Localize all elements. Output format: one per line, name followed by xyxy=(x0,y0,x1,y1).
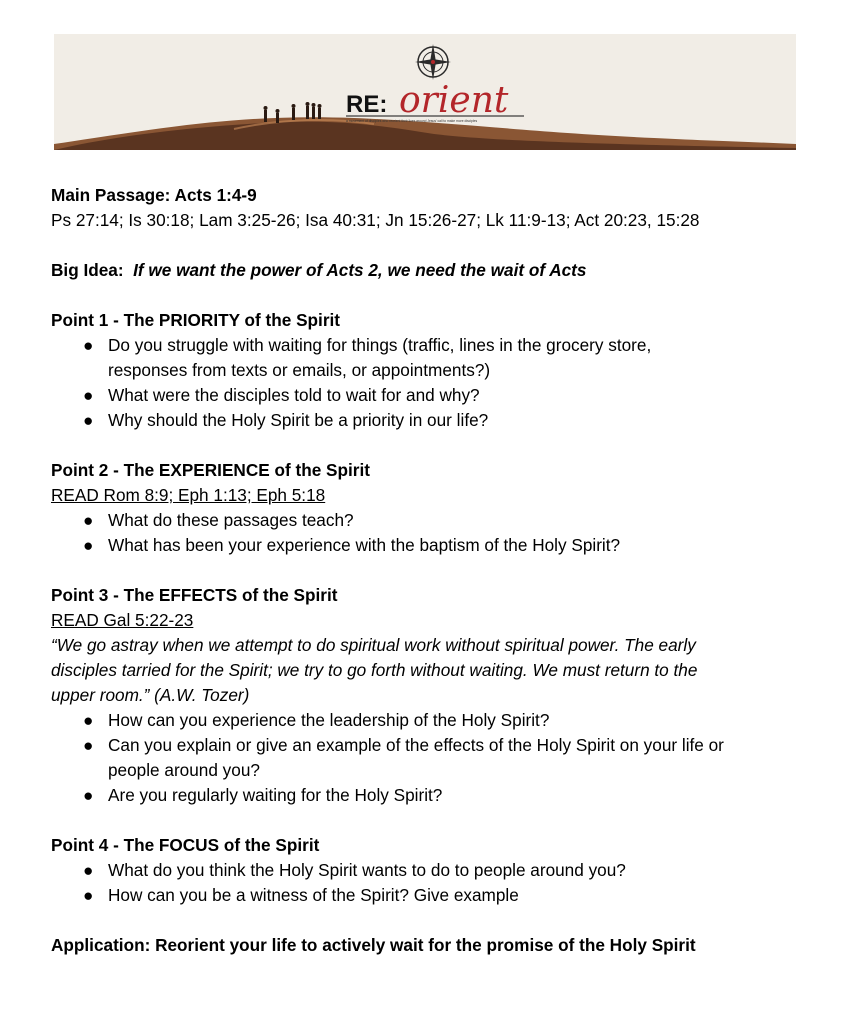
big-idea-text: If we want the power of Acts 2, we need the wait of Acts xyxy=(133,260,587,280)
bullet-icon: ● xyxy=(83,510,94,530)
point-4-questions xyxy=(51,858,811,908)
point-3-reading: READ Gal 5:22-23 xyxy=(51,610,194,630)
list-item: ● Why should the Holy Spirit be a priority in our life? xyxy=(51,408,811,433)
bullet-icon: ● xyxy=(83,710,94,730)
main-passage-label: Main Passage: Acts 1:4-9 xyxy=(51,185,257,205)
header-banner xyxy=(54,34,796,150)
banner-tagline: a movement of disciples who reorient their lives around Jesus' call to make more disciples xyxy=(346,119,478,123)
list-item: ● What do you think the Holy Spirit wants to do to people around you? xyxy=(51,858,811,883)
point-1-questions xyxy=(51,333,811,433)
point-4-heading: Point 4 - The FOCUS of the Spirit xyxy=(51,835,320,855)
bullet-icon: ● xyxy=(83,860,94,880)
point-2-reading: READ Rom 8:9; Eph 1:13; Eph 5:18 xyxy=(51,485,326,505)
list-item: ● What has been your experience with the baptism of the Holy Spirit? xyxy=(51,533,811,558)
banner-title-prefix: RE: xyxy=(346,91,388,118)
bullet-icon: ● xyxy=(83,735,94,755)
list-item: ● How can you experience the leadership of the Holy Spirit? xyxy=(51,708,811,733)
point-3-heading: Point 3 - The EFFECTS of the Spirit xyxy=(51,585,338,605)
banner-image xyxy=(54,34,796,150)
point-2-questions xyxy=(51,508,811,558)
tozer-quote-line-2: disciples tarried for the Spirit; we try to go forth without waiting. We must return to the xyxy=(51,660,698,680)
bullet-icon: ● xyxy=(83,335,94,355)
tozer-quote-line-1: “We go astray when we attempt to do spiritual work without spiritual power. The early xyxy=(51,635,696,655)
bullet-icon: ● xyxy=(83,535,94,555)
cross-references: Ps 27:14; Is 30:18; Lam 3:25-26; Isa 40:31; Jn 15:26-27; Lk 11:9-13; Act 20:23, 15:28 xyxy=(51,210,700,230)
list-item: ● Can you explain or give an example of the effects of the Holy Spirit on your life or people around you? xyxy=(83,735,724,780)
list-item: ● Do you struggle with waiting for things (traffic, lines in the grocery store, responses from texts or emails, or appointments?) xyxy=(83,335,652,380)
list-item: ● How can you be a witness of the Spirit? Give example xyxy=(51,883,811,908)
point-2-heading: Point 2 - The EXPERIENCE of the Spirit xyxy=(51,460,370,480)
study-guide-body xyxy=(51,183,811,958)
list-item: ● Are you regularly waiting for the Holy Spirit? xyxy=(51,783,811,808)
big-idea xyxy=(51,258,811,283)
big-idea-label: Big Idea: xyxy=(51,260,124,280)
tozer-quote-line-3: upper room.” (A.W. Tozer) xyxy=(51,685,250,705)
bullet-icon: ● xyxy=(83,385,94,405)
point-1-heading: Point 1 - The PRIORITY of the Spirit xyxy=(51,310,341,330)
point-3-questions xyxy=(51,708,811,808)
bullet-icon: ● xyxy=(83,410,94,430)
banner-title-script: orient xyxy=(399,80,509,121)
application: Application: Reorient your life to actively wait for the promise of the Holy Spirit xyxy=(51,935,696,955)
bullet-icon: ● xyxy=(83,785,94,805)
list-item: ● What were the disciples told to wait for and why? xyxy=(51,383,811,408)
bullet-icon: ● xyxy=(83,885,94,905)
list-item: ● What do these passages teach? xyxy=(51,508,811,533)
